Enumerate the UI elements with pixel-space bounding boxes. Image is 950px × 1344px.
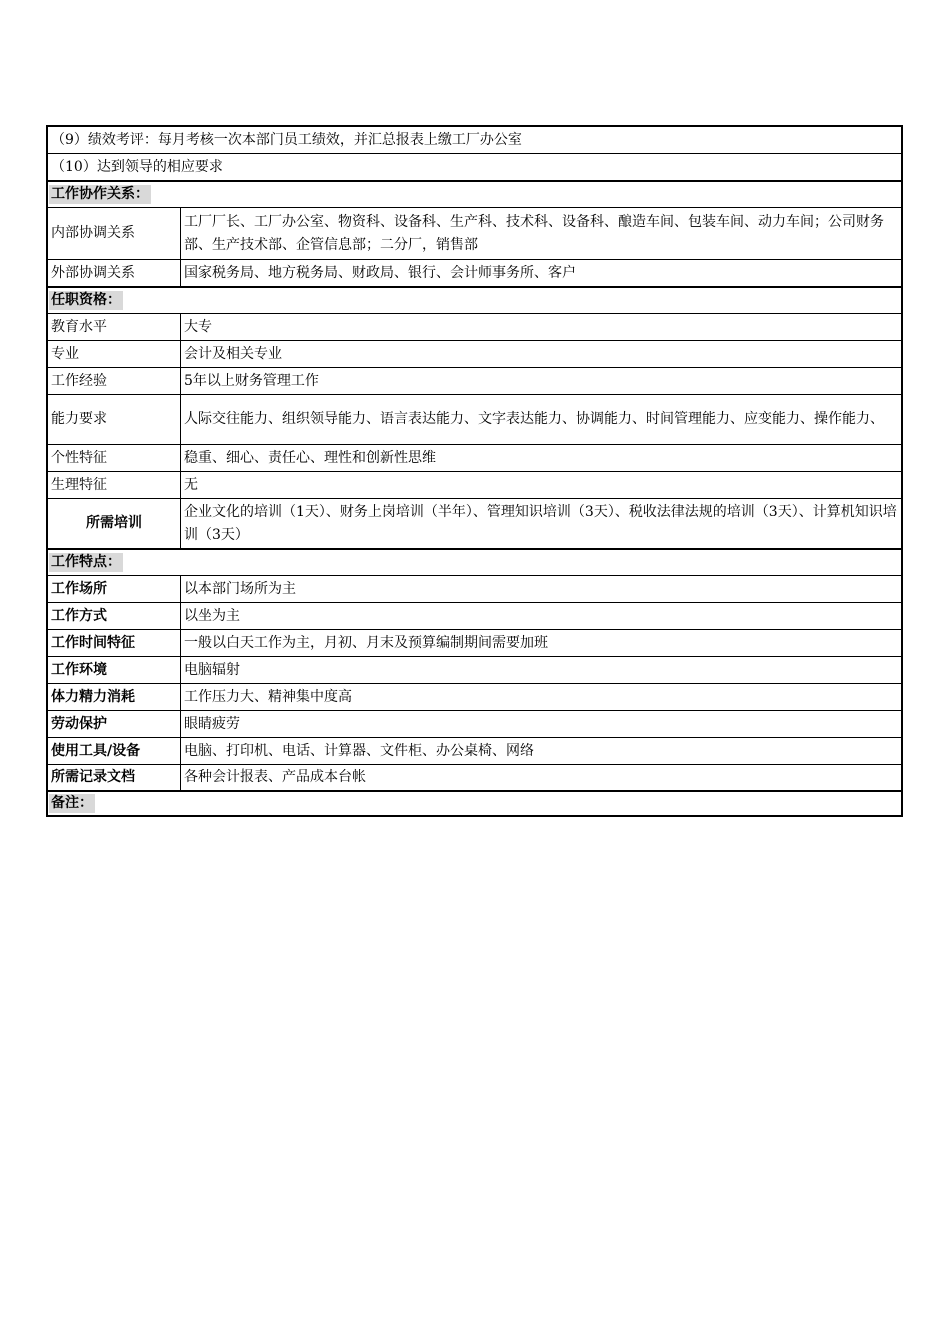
feature-row	[48, 764, 901, 790]
field-label: 外部协调关系	[48, 260, 181, 286]
field-value: 工厂厂长、工厂办公室、物资科、设备科、生产科、技术科、设备科、酿造车间、包装车间、动力车间；公司财务部、生产技术部、企管信息部；二分厂，销售部	[184, 213, 884, 253]
field-value: 电脑辐射	[184, 661, 240, 678]
qualification-row	[48, 340, 901, 367]
qualification-row	[48, 498, 901, 548]
field-value: 眼睛疲劳	[184, 715, 240, 732]
section-header-qualifications	[48, 286, 901, 313]
field-value: 电脑、打印机、电话、计算器、文件柜、办公桌椅、网络	[184, 742, 534, 759]
field-label: 工作时间特征	[48, 630, 181, 656]
field-value: 国家税务局、地方税务局、财政局、银行、会计师事务所、客户	[184, 264, 576, 281]
qualification-row	[48, 394, 901, 444]
field-label: 工作环境	[48, 657, 181, 683]
feature-row	[48, 629, 901, 656]
field-label: 教育水平	[48, 314, 181, 340]
field-value: 一般以白天工作为主，月初、月末及预算编制期间需要加班	[184, 634, 548, 651]
field-value: 各种会计报表、产品成本台帐	[184, 769, 366, 785]
field-value: 大专	[184, 318, 212, 335]
field-label: 工作经验	[48, 368, 181, 394]
section-title: 工作协作关系：	[51, 186, 149, 202]
duty-text: （9）绩效考评：每月考核一次本部门员工绩效，并汇总报表上缴工厂办公室	[51, 131, 522, 148]
section-header-remarks	[48, 790, 901, 815]
field-value: 人际交往能力、组织领导能力、语言表达能力、文字表达能力、协调能力、时间管理能力、应变能力、操作能力、	[184, 411, 884, 427]
field-label: 劳动保护	[48, 711, 181, 737]
section-header-features	[48, 548, 901, 575]
field-label: 所需培训	[48, 499, 181, 548]
field-value: 会计及相关专业	[184, 345, 282, 362]
duty-row	[48, 153, 901, 180]
field-label: 生理特征	[48, 472, 181, 498]
field-label: 工作方式	[48, 603, 181, 629]
field-label: 工作场所	[48, 576, 181, 602]
field-label: 能力要求	[48, 395, 181, 444]
field-label: 所需记录文档	[48, 765, 181, 790]
field-value: 稳重、细心、责任心、理性和创新性思维	[184, 449, 436, 466]
qualification-row	[48, 313, 901, 340]
qualification-row	[48, 444, 901, 471]
field-label: 体力精力消耗	[48, 684, 181, 710]
section-title: 任职资格：	[51, 292, 121, 308]
field-label: 内部协调关系	[48, 208, 181, 259]
section-title: 备注：	[51, 795, 93, 811]
job-description-table	[46, 125, 903, 817]
field-label: 个性特征	[48, 445, 181, 471]
external-coordination-row	[48, 259, 901, 286]
section-header-cooperation	[48, 180, 901, 207]
duty-row	[48, 127, 901, 153]
section-title: 工作特点：	[51, 554, 121, 570]
field-value: 工作压力大、精神集中度高	[184, 688, 352, 705]
feature-row	[48, 737, 901, 764]
qualification-row	[48, 471, 901, 498]
field-value: 企业文化的培训（1天）、财务上岗培训（半年）、管理知识培训（3天）、税收法律法规的培训（3天）、计算机知识培训（3天）	[184, 503, 897, 543]
field-label: 使用工具/设备	[48, 738, 181, 764]
duty-text: （10）达到领导的相应要求	[51, 158, 223, 175]
field-value: 以本部门场所为主	[184, 580, 296, 597]
feature-row	[48, 656, 901, 683]
feature-row	[48, 683, 901, 710]
qualification-row	[48, 367, 901, 394]
field-label: 专业	[48, 341, 181, 367]
field-value: 无	[184, 476, 198, 493]
feature-row	[48, 602, 901, 629]
field-value: 以坐为主	[184, 607, 240, 624]
feature-row	[48, 575, 901, 602]
feature-row	[48, 710, 901, 737]
internal-coordination-row	[48, 207, 901, 259]
field-value: 5年以上财务管理工作	[184, 372, 319, 389]
